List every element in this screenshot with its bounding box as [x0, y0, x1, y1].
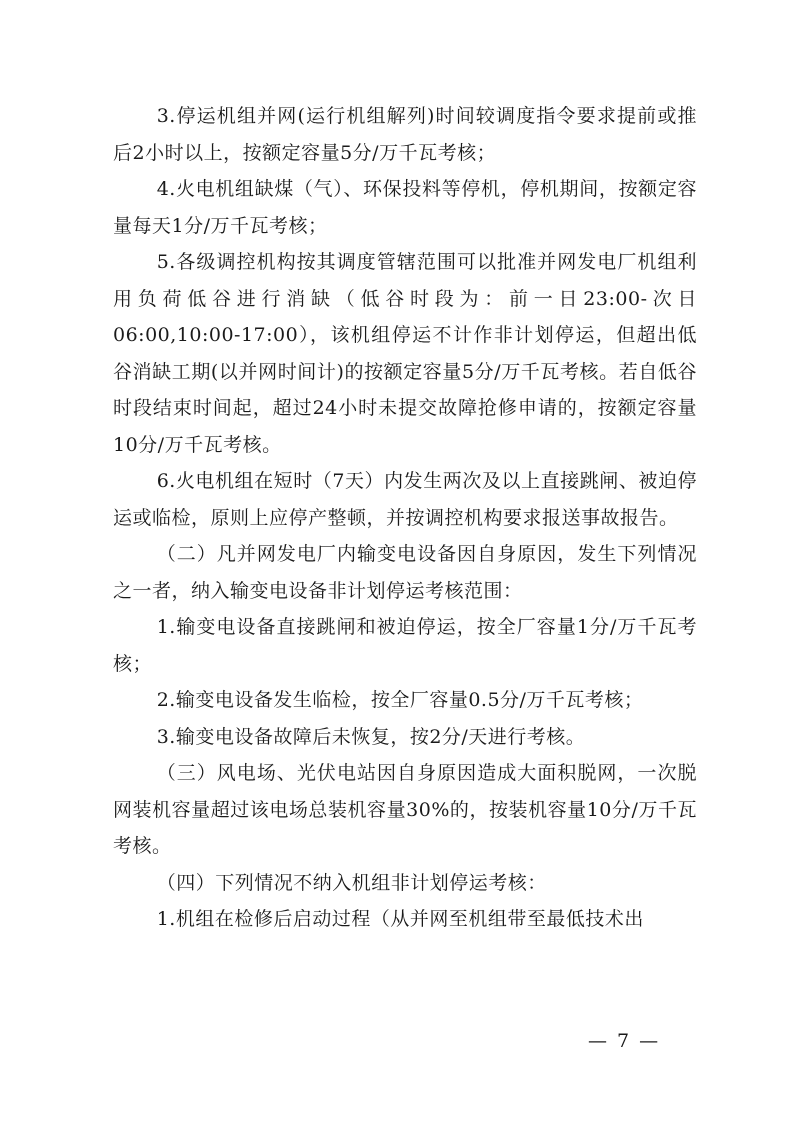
- document-body: [113, 98, 697, 938]
- paragraph-item-6: 6.火电机组在短时（7天）内发生两次及以上直接跳闸、被迫停运或临检，原则上应停产整顿，并按调控机构要求报送事故报告。: [113, 470, 697, 529]
- page-number: — 7 —: [588, 1030, 661, 1052]
- section-3-paragraph: （三）风电场、光伏电站因自身原因造成大面积脱网，一次脱网装机容量超过该电场总装机容量30%的，按装机容量10分/万千瓦考核。: [113, 762, 697, 857]
- section-4-heading: （四）下列情况不纳入机组非计划停运考核：: [156, 871, 547, 894]
- paragraph-item-4: 4.火电机组缺煤（气）、环保投料等停机，停机期间，按额定容量每天1分/万千瓦考核；: [113, 178, 697, 237]
- paragraph-item-4-1: 1.机组在检修后启动过程（从并网至机组带至最低技术出: [156, 908, 644, 930]
- paragraph-item-2-2: 2.输变电设备发生临检，按全厂容量0.5分/万千瓦考核；: [156, 689, 644, 711]
- paragraph-item-5: 5.各级调控机构按其调度管辖范围可以批准并网发电厂机组利用负荷低谷进行消缺（低谷时段为：前一日23:00-次日06:00,10:00-17:00），该机组停运不计作非计划停运，但超出低谷消缺工期(以并网时间计)的按额定容量5分/万千瓦考核。若自低谷时段结束时间起，超过24小时未提交故障抢修申请的，按额定容量10分/万千瓦考核。: [113, 251, 697, 456]
- paragraph-item-2-3: 3.输变电设备故障后未恢复，按2分/天进行考核。: [156, 725, 586, 748]
- section-2-paragraph: （二）凡并网发电厂内输变电设备因自身原因，发生下列情况之一者，纳入输变电设备非计划停运考核范围：: [113, 543, 697, 602]
- paragraph-item-3: 3.停运机组并网(运行机组解列)时间较调度指令要求提前或推后2小时以上，按额定容量5分/万千瓦考核；: [113, 105, 697, 164]
- paragraph-item-2-1: 1.输变电设备直接跳闸和被迫停运，按全厂容量1分/万千瓦考核；: [113, 616, 697, 675]
